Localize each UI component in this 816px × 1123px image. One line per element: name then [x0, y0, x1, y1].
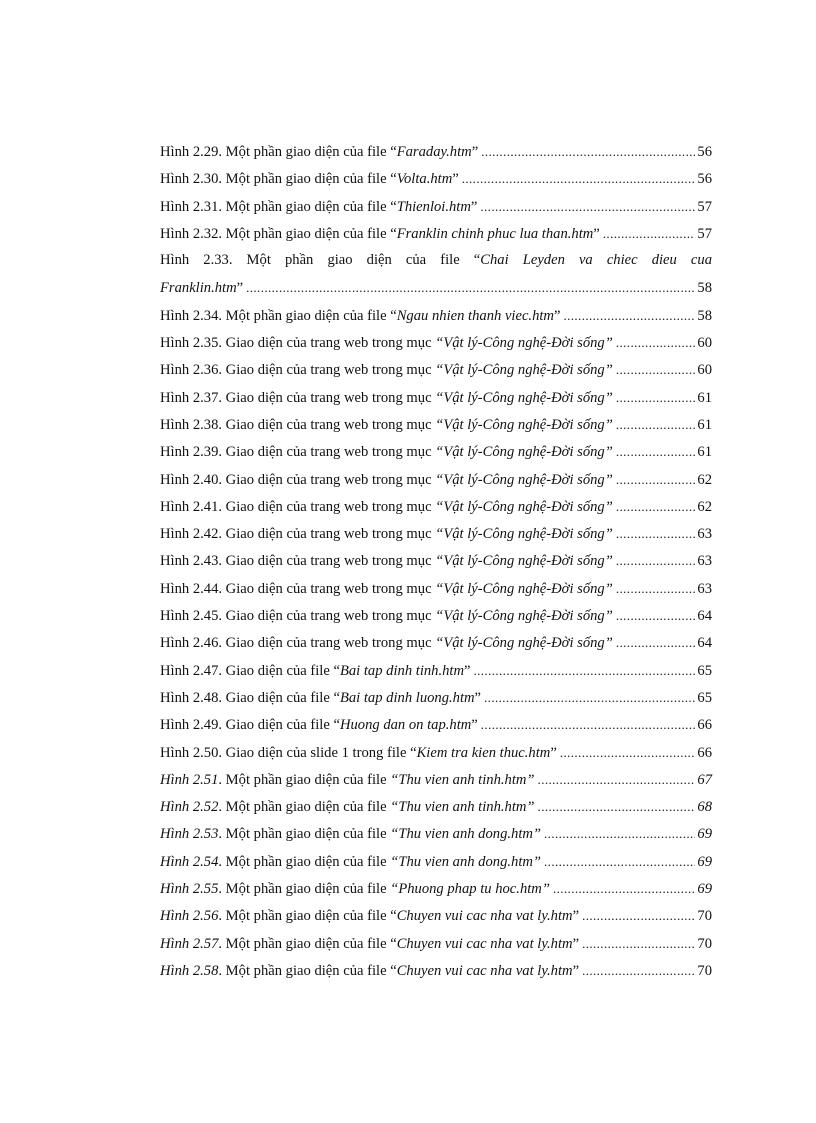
figure-label: Hình 2.56 — [160, 908, 219, 925]
entry-section-title: “Vật lý-Công nghệ-Đời sống” — [435, 389, 613, 406]
figure-label: Hình 2.55 — [160, 881, 219, 898]
page-number: 69 — [697, 881, 712, 898]
toc-entry[interactable] — [160, 629, 712, 656]
figure-label: Hình 2.34. — [160, 307, 223, 324]
dot-leader — [616, 356, 696, 383]
figure-label: Hình 2.52 — [160, 799, 219, 816]
entry-text — [160, 439, 613, 466]
entry-section-title: “Vật lý-Công nghệ-Đời sống” — [435, 608, 613, 625]
figure-label: Hình 2.44. — [160, 580, 223, 597]
toc-entry[interactable] — [160, 820, 712, 847]
entry-text — [160, 521, 613, 548]
entry-description: . Một phần giao diện của file — [218, 853, 391, 870]
entry-description: . Một phần giao diện của file — [218, 771, 391, 788]
toc-entry[interactable] — [160, 547, 712, 574]
toc-entry[interactable] — [160, 329, 712, 356]
entry-description: Giao diện của trang web trong mục — [222, 608, 436, 625]
toc-entry[interactable] — [160, 657, 712, 684]
entry-description: Giao diện của trang web trong mục — [222, 362, 436, 379]
figure-label: Hình 2.58 — [160, 962, 219, 979]
toc-entry-wrapped-line-1[interactable] — [160, 247, 712, 274]
entry-filename: Huong dan on tap.htm — [339, 717, 472, 734]
entry-description: Một phần giao diện của file “ — [222, 171, 397, 188]
entry-section-title: “Vật lý-Công nghệ-Đời sống” — [435, 526, 613, 543]
page-number: 64 — [697, 635, 712, 652]
entry-filename: Chuyen vui cac nha vat ly.htm — [396, 908, 573, 925]
page-number: 70 — [697, 908, 712, 925]
figure-label: Hình 2.35. — [160, 335, 223, 352]
entry-filename: Kiem tra kien thuc.htm — [416, 744, 551, 761]
page-number: 60 — [697, 335, 712, 352]
entry-text — [160, 166, 459, 193]
page-number: 61 — [697, 389, 712, 406]
dot-leader — [616, 602, 696, 629]
figure-label: Hình 2.39. — [160, 444, 223, 461]
dot-leader — [616, 575, 696, 602]
toc-entry[interactable] — [160, 411, 712, 438]
figure-label: Hình 2.45. — [160, 608, 223, 625]
toc-entry[interactable] — [160, 384, 712, 411]
entry-description: Giao diện của trang web trong mục — [222, 553, 436, 570]
page-number: 64 — [697, 608, 712, 625]
entry-section-title: “Vật lý-Công nghệ-Đời sống” — [435, 553, 613, 570]
entry-text — [160, 685, 481, 712]
entry-section-title: “Vật lý-Công nghệ-Đời sống” — [435, 362, 613, 379]
dot-leader — [582, 957, 695, 984]
close-quote: ” — [572, 908, 580, 925]
page-number: 66 — [697, 717, 712, 734]
entry-text — [160, 794, 535, 821]
page-number: 62 — [697, 471, 712, 488]
dot-leader — [560, 739, 696, 766]
page-number: 61 — [697, 416, 712, 433]
entry-filename: Volta.htm — [396, 171, 453, 188]
entry-description: Giao diện của trang web trong mục — [222, 471, 436, 488]
entry-filename: “Thu vien anh dong.htm” — [390, 826, 542, 843]
figure-label: Hình 2.33. — [160, 252, 233, 269]
entry-text — [160, 630, 613, 657]
entry-filename: Thienloi.htm — [396, 198, 471, 215]
close-quote: ” — [593, 225, 600, 242]
entry-text — [160, 194, 477, 221]
toc-entry[interactable] — [160, 902, 712, 929]
close-quote: ” — [236, 280, 244, 297]
dot-leader — [481, 138, 695, 165]
page-number: 65 — [697, 662, 712, 679]
dot-leader — [616, 438, 696, 465]
entry-section-title: “Vật lý-Công nghệ-Đời sống” — [435, 471, 613, 488]
page-number: 58 — [697, 280, 712, 297]
toc-entry[interactable] — [160, 520, 712, 547]
page-number: 63 — [697, 580, 712, 597]
toc-entry[interactable] — [160, 602, 712, 629]
figure-label: Hình 2.47. — [160, 662, 223, 679]
dot-leader — [616, 329, 696, 356]
toc-entry[interactable] — [160, 739, 712, 766]
close-quote: ” — [470, 198, 478, 215]
entry-text — [160, 467, 613, 494]
close-quote: ” — [471, 717, 478, 734]
page-number: 69 — [697, 853, 712, 870]
toc-entry[interactable] — [160, 575, 712, 602]
dot-leader — [544, 820, 695, 847]
entry-description: . Một phần giao diện của file — [218, 826, 391, 843]
entry-text — [160, 931, 579, 958]
page-number: 56 — [697, 144, 712, 160]
page-number: 57 — [697, 198, 712, 215]
dot-leader — [538, 766, 696, 793]
page-number: 70 — [697, 962, 712, 979]
page-number: 70 — [697, 935, 712, 952]
toc-entry[interactable] — [160, 930, 712, 957]
figure-label: Hình 2.30. — [160, 171, 223, 188]
entry-text — [160, 303, 560, 330]
figure-label: Hình 2.29. — [160, 144, 223, 160]
entry-text — [160, 876, 550, 903]
figure-label: Hình 2.43. — [160, 553, 223, 570]
dot-leader — [603, 220, 696, 247]
entry-description: . Một phần giao diện của file “ — [218, 908, 397, 925]
close-quote: ” — [474, 689, 482, 706]
dot-leader — [473, 657, 695, 684]
entry-section-title: “Vật lý-Công nghệ-Đời sống” — [435, 635, 613, 652]
entry-text — [160, 576, 613, 603]
dot-leader — [616, 466, 696, 493]
entry-description: Giao diện của slide 1 trong file “ — [222, 744, 417, 761]
entry-description: Một phần giao diện của file “ — [222, 198, 397, 215]
entry-description: . Một phần giao diện của file — [218, 799, 391, 816]
figure-label: Hình 2.48. — [160, 689, 223, 706]
entry-description: Một phần giao diện của file “ — [222, 307, 397, 324]
entry-section-title: “Vật lý-Công nghệ-Đời sống” — [435, 416, 613, 433]
toc-entry[interactable] — [160, 711, 712, 738]
toc-entry[interactable] — [160, 193, 712, 220]
figure-label: Hình 2.40. — [160, 471, 223, 488]
entry-filename: Chuyen vui cac nha vat ly.htm — [396, 935, 573, 952]
entry-text — [160, 275, 243, 302]
entry-description: Giao diện của trang web trong mục — [222, 580, 436, 597]
toc-entry[interactable] — [160, 165, 712, 192]
dot-leader — [616, 520, 696, 547]
entry-filename: Bai tap dinh tinh.htm — [339, 662, 464, 679]
close-quote: ” — [550, 744, 557, 761]
entry-text — [160, 139, 478, 166]
entry-section-title: “Vật lý-Công nghệ-Đời sống” — [435, 444, 613, 461]
dot-leader — [246, 274, 695, 301]
toc-entry[interactable] — [160, 793, 712, 820]
entry-text — [160, 849, 541, 876]
entry-text — [160, 247, 712, 274]
figure-label: Hình 2.51 — [160, 771, 219, 788]
dot-leader — [616, 547, 696, 574]
page-number: 67 — [697, 771, 712, 788]
entry-text — [160, 712, 478, 739]
toc-entry[interactable] — [160, 848, 712, 875]
entry-description: . Một phần giao diện của file — [218, 881, 391, 898]
dot-leader — [582, 930, 695, 957]
page-number: 66 — [697, 744, 712, 761]
page-number: 69 — [697, 826, 712, 843]
figure-label: Hình 2.31. — [160, 198, 223, 215]
entry-filename: “Thu vien anh dong.htm” — [390, 853, 542, 870]
toc-entry[interactable] — [160, 220, 712, 247]
toc-entry[interactable] — [160, 438, 712, 465]
dot-leader — [553, 875, 695, 902]
entry-text — [160, 603, 613, 630]
entry-text — [160, 903, 579, 930]
page-number: 61 — [697, 444, 712, 461]
close-quote: ” — [553, 307, 561, 324]
entry-section-title: “Vật lý-Công nghệ-Đời sống” — [435, 498, 613, 515]
entry-text — [160, 357, 613, 384]
dot-leader — [616, 493, 696, 520]
toc-entry-wrapped-line-2[interactable] — [160, 274, 712, 301]
page-number: 65 — [697, 689, 712, 706]
page-number: 68 — [697, 799, 712, 816]
close-quote: ” — [572, 962, 580, 979]
entry-filename: Franklin.htm — [160, 280, 237, 297]
figure-label: Hình 2.37. — [160, 389, 223, 406]
entry-text — [160, 767, 535, 794]
page-number: 57 — [697, 225, 712, 242]
close-quote: ” — [572, 935, 580, 952]
dot-leader — [462, 165, 696, 192]
figure-label: Hình 2.54 — [160, 853, 219, 870]
page-number: 63 — [697, 553, 712, 570]
toc-entry[interactable] — [160, 957, 712, 984]
entry-description: Giao diện của file “ — [222, 689, 340, 706]
entry-description: Giao diện của trang web trong mục — [222, 444, 436, 461]
entry-text — [160, 548, 613, 575]
close-quote: ” — [471, 144, 479, 160]
dot-leader — [616, 384, 696, 411]
figure-label: Hình 2.46. — [160, 635, 223, 652]
entry-filename: Chuyen vui cac nha vat ly.htm — [396, 962, 573, 979]
entry-text — [160, 412, 613, 439]
entry-description: . Một phần giao diện của file “ — [218, 962, 397, 979]
figure-label: Hình 2.50. — [160, 744, 223, 761]
entry-description: Giao diện của trang web trong mục — [222, 335, 436, 352]
entry-filename: Franklin chinh phuc lua than.htm — [396, 225, 594, 242]
figure-label: Hình 2.32. — [160, 225, 223, 242]
entry-description: Giao diện của file “ — [222, 717, 340, 734]
figure-label: Hình 2.57 — [160, 935, 219, 952]
entry-section-title: “Vật lý-Công nghệ-Đời sống” — [435, 335, 613, 352]
entry-description: . Một phần giao diện của file “ — [218, 935, 397, 952]
toc-entry[interactable] — [160, 466, 712, 493]
entry-filename: “Phuong phap tu hoc.htm” — [390, 881, 550, 898]
entry-filename: “Thu vien anh tinh.htm” — [390, 771, 535, 788]
entry-text — [160, 658, 470, 685]
entry-filename: “Thu vien anh tinh.htm” — [390, 799, 535, 816]
dot-leader — [616, 411, 696, 438]
entry-text — [160, 740, 557, 767]
entry-text — [160, 821, 541, 848]
toc-entry[interactable] — [160, 684, 712, 711]
dot-leader — [544, 848, 695, 875]
entry-filename: Bai tap dinh luong.htm — [339, 689, 475, 706]
entry-text — [160, 385, 613, 412]
entry-description: Giao diện của trang web trong mục — [222, 389, 436, 406]
toc-entry[interactable] — [160, 138, 712, 165]
entry-description: Giao diện của trang web trong mục — [222, 416, 436, 433]
toc-entry[interactable] — [160, 875, 712, 902]
close-quote: ” — [452, 171, 459, 188]
entry-description: Giao diện của trang web trong mục — [222, 498, 436, 515]
list-of-figures — [160, 138, 712, 984]
dot-leader — [481, 711, 696, 738]
page-number: 58 — [697, 307, 712, 324]
figure-label: Hình 2.38. — [160, 416, 223, 433]
entry-filename: Faraday.htm — [396, 144, 472, 160]
close-quote: ” — [464, 662, 471, 679]
entry-description: Giao diện của file “ — [222, 662, 340, 679]
toc-entry[interactable] — [160, 302, 712, 329]
dot-leader — [484, 684, 695, 711]
entry-filename: Chai Leyden va chiec dieu cua — [480, 252, 712, 269]
entry-filename: Ngau nhien thanh viec.htm — [396, 307, 554, 324]
entry-description: Giao diện của trang web trong mục — [222, 635, 436, 652]
dot-leader — [538, 793, 696, 820]
page-number: 62 — [697, 498, 712, 515]
entry-description: Một phần giao diện của file “ — [222, 144, 397, 160]
entry-text — [160, 494, 613, 521]
figure-label: Hình 2.41. — [160, 498, 223, 515]
dot-leader — [582, 902, 695, 929]
figure-label: Hình 2.49. — [160, 717, 223, 734]
figure-label: Hình 2.36. — [160, 362, 223, 379]
toc-entry[interactable] — [160, 493, 712, 520]
figure-label: Hình 2.42. — [160, 526, 223, 543]
page-number: 63 — [697, 526, 712, 543]
entry-description: Giao diện của trang web trong mục — [222, 526, 436, 543]
toc-entry[interactable] — [160, 356, 712, 383]
entry-description: Một phần giao diện của file “ — [232, 252, 481, 269]
figure-label: Hình 2.53 — [160, 826, 219, 843]
dot-leader — [563, 302, 695, 329]
dot-leader — [616, 629, 696, 656]
entry-text — [160, 221, 600, 248]
entry-text — [160, 958, 579, 985]
entry-description: Một phần giao diện của file “ — [222, 225, 397, 242]
dot-leader — [480, 193, 695, 220]
entry-section-title: “Vật lý-Công nghệ-Đời sống” — [435, 580, 613, 597]
toc-entry[interactable] — [160, 766, 712, 793]
entry-text — [160, 330, 613, 357]
page-number: 60 — [697, 362, 712, 379]
page-number: 56 — [697, 171, 712, 188]
